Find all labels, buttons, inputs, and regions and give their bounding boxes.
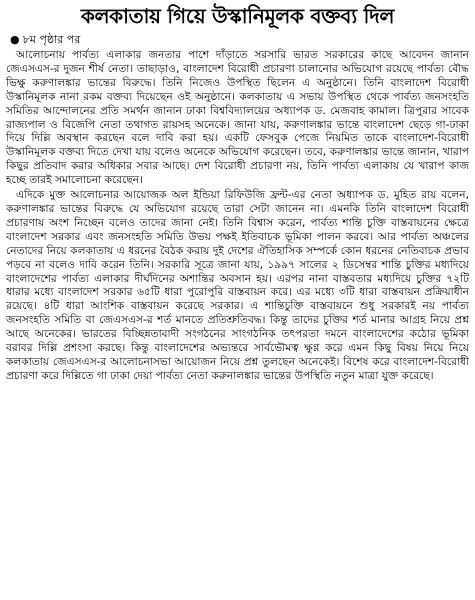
headline: কলকাতায় গিয়ে উস্কানিমূলক বক্তব্য দিল [80, 4, 395, 28]
bullet-icon: ● [10, 33, 20, 46]
article-body [6, 49, 469, 384]
paragraph-2: এদিকে মুক্ত আলোচনার আয়োজক অল ইন্ডিয়া রিফিউজি ফ্রন্ট-এর নেতা অধ্যাপক ড. মুহিত রায় বলেন, করুণালঙ্কার ভান্তের বিরুদ্ধে যে অভিযোগ রয়েছে তারা সেটা জানেন না। এমনকি তিনি বাংলাদেশ বিরোধী প্রচারণায় অংশ নিচ্ছেন বলেও তাদের জানা নেই। তিনি বিশ্বাস করেন, পার্বত্য শান্তি চুক্তি বাস্তবায়নের ক্ষেত্রে বাংলাদেশ সরকার এবং জনসংহতি সমিতি উভয় পক্ষই ইতিবাচক ভূমিকা পালন করবে। আর পার্বত্য অঞ্চলের নেতাদের নিয়ে কলকাতায় এ ধরনের বৈঠক করায় দুই দেশের ঐতিহাসিক সম্পর্কে কোন ধরনের নেতিবাচক প্রভাব পড়বে না বলেও দাবি করেন তিনি। সরকারি সূত্রে জানা যায়, ১৯৯৭ সালের ২ ডিসেম্বর শান্তি চুক্তির মধ্যদিয়ে বাংলাদেশের পার্বত্য এলাকার দীর্ঘদিনের অশান্তির অবসান হয়। এরপর নানা বাস্তবতার মধ্যদিয়ে চুক্তির ৭২টি ধারার মধ্যে বাংলাদেশ সরকার ৬৫টি ধারা পুরোপুরি বাস্তবায়ন করে। এর মধ্যে ৩টি ধারা বাস্তবায়ন প্রক্রিয়াধীন রয়েছে। ৪টি ধারা আংশিক বাস্তবায়ন করেছে সরকার। এ শান্তিচুক্তি বাস্তবায়নে শুধু সরকারই নয় পার্বত্য জনসংহতি সমিতি বা জেএসএস-র শর্ত মানতে প্রতিশ্রুতিবদ্ধ। কিন্তু তাদের চুক্তির শর্ত মানার আগ্রহ নিয়ে প্রশ্ন আছে অনেকের। ভারতের বিচ্ছিন্নতাবাদী সংগঠনের সাংগঠনিক তৎপরতা দমনে বাংলাদেশের কঠোর ভূমিকা বরাবর দিল্লি প্রশংসা করছে। কিন্তু বাংলাদেশের অভ্যন্তরে সার্বভৌমত্ব ক্ষুণ্ণ করে এমন কিছু বিষয় নিয়ে নিয়ে কলকাতায় জেএসএস-র আলোচনাসভা আয়োজন নিয়ে প্রশ্ন তুলছেন অনেকেই। বিশেষ করে বাংলাদেশ-বিরোধী প্রচারণা করে দিল্লিতে গা ঢাকা দেয়া পার্বত্য নেতা করুনালঙ্কার ভান্তের উপস্থিতি নতুন মাত্রা যুক্ত করেছে। [6, 189, 469, 382]
continuation-line [10, 33, 469, 47]
paragraph-1: আলোচনায় পার্বত্য এলাকার জনতার পাশে দাঁড়াতে সরসারি ভারত সরকারের কাছে আবেদন জানান জেএসএস-র দুজন শীর্ষ নেতা। তাছাড়াও, বাংলাদেশ বিরোধী প্রচারণা চালানোর অভিযোগ রয়েছে পার্বত্য বৌদ্ধ ভিক্ষু করুণালঙ্কার ভান্তের বিরুদ্ধে। তিনি নিজেও উপস্থিত ছিলেন এ অনুষ্ঠানে। তিনি বাংলাদেশ বিরোধী উস্কানিমূলক নানা রকম বক্তব্য দিয়েছেন ওই অনুষ্ঠানে। কলকাতায় এ সভায় উপস্থিত থেকে পার্বত্য জনসংহতি সমিতির আন্দোলনের প্রতি সমর্থন জানান ঢাকা বিশ্ববিদ্যালয়ের অধ্যাপক ড. মেজবাহ কামাল। ত্রিপুরার সাবেক রাজ্যপাল ও বিজেপি নেতা তথাগত রায়সহ অনেকে। জানা যায়, করুণালঙ্কার ভান্তে বাংলাদেশ ছেড়ে গা-ঢাকা দিয়ে দিল্লি অবস্থান করছেন বলে দাবি করা হয়। একটি ফেসবুক পেজে নিয়মিত তাকে বাংলাদেশ-বিরোধী উস্কানিমূলক বক্তব্য দিতে দেখা যায় বলেও অনেকে অভিযোগ করেছেন। তবে, করুণালঙ্কার ভান্তে জানান, খারাপ কিছুর প্রতিবাদ করার অধিকার সবার আছে। দেশ বিরোধী প্রচারণা নয়, তিনি পার্বত্য এলাকায় যে খারাপ কাজ হচ্ছে তারই সমালোচনা করেছেন। [6, 49, 469, 187]
continuation-label: ৮ম পৃষ্ঠার পর [22, 33, 81, 46]
